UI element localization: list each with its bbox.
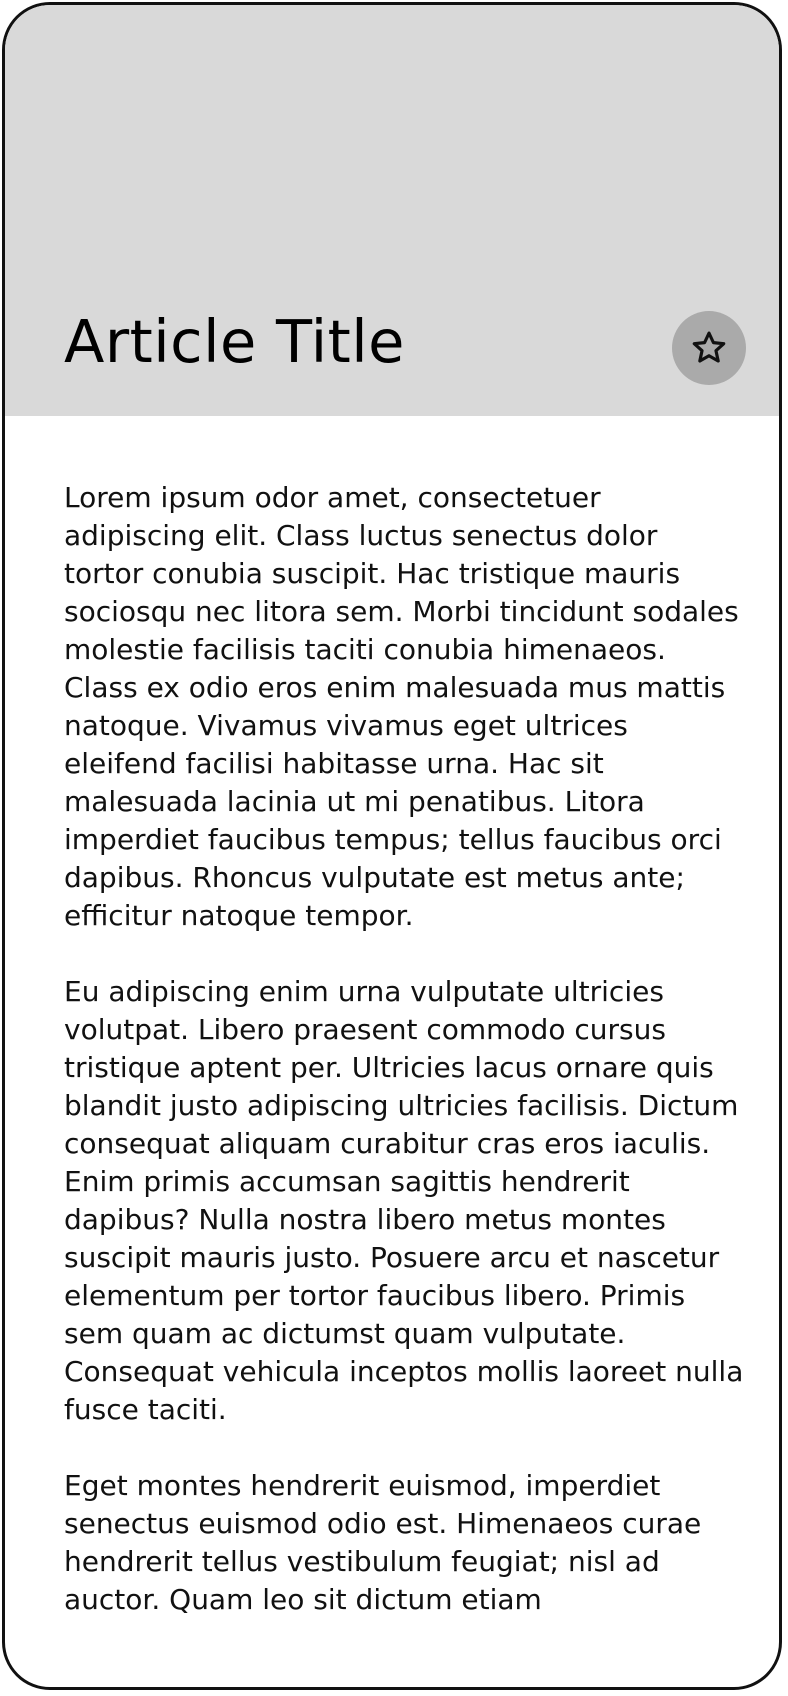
article-header: [5, 5, 779, 416]
star-outline-icon: [690, 329, 728, 367]
article-paragraph: Eget montes hendrerit euismod, imperdiet senectus euismod odio est. Himenaeos curae hendrerit tellus vestibulum feugiat; nisl ad auctor. Quam leo sit dictum etiam: [64, 1469, 702, 1616]
device-frame: [2, 2, 782, 1690]
article-paragraph: Lorem ipsum odor amet, consectetuer adipiscing elit. Class luctus senectus dolor tortor conubia suscipit. Hac tristique mauris sociosqu nec litora sem. Morbi tincidunt sodales molestie facilisis taciti conubia himenaeos. Class ex odio eros enim malesuada mus mattis natoque. Vivamus vivamus eget ultrices eleifend facilisi habitasse urna. Hac sit malesuada lacinia ut mi penatibus. Litora imperdiet faucibus tempus; tellus faucibus orci dapibus. Rhoncus vulputate est metus ante; efficitur natoque tempor.: [64, 481, 739, 932]
favorite-button[interactable]: [672, 311, 746, 385]
article-paragraph: Eu adipiscing enim urna vulputate ultricies volutpat. Libero praesent commodo cursus tristique aptent per. Ultricies lacus ornare quis blandit justo adipiscing ultricies facilisis. Dictum consequat aliquam curabitur cras eros iaculis. Enim primis accumsan sagittis hendrerit dapibus? Nulla nostra libero metus montes suscipit mauris justo. Posuere arcu et nascetur elementum per tortor faucibus libero. Primis sem quam ac dictumst quam vulputate. Consequat vehicula inceptos mollis laoreet nulla fusce taciti.: [64, 975, 744, 1426]
article-body: [64, 479, 744, 1657]
article-title: Article Title: [64, 307, 405, 376]
